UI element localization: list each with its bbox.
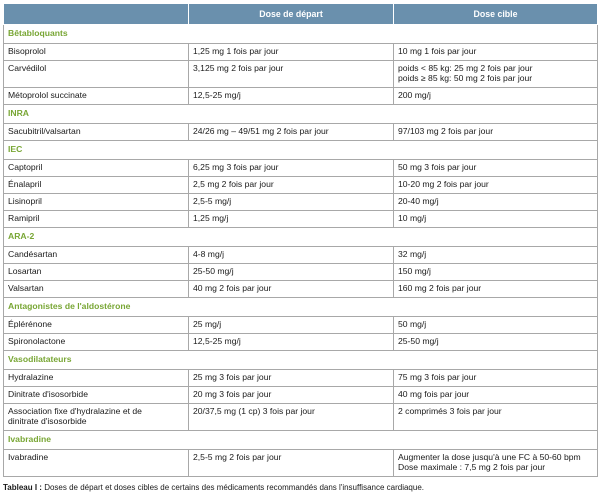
- cell-text: 12,5-25 mg/j: [193, 336, 241, 346]
- table-row: [4, 281, 598, 298]
- cell-text: 75 mg 3 fois par jour: [398, 372, 477, 382]
- cell-text: 2 comprimés 3 fois par jour: [398, 406, 502, 416]
- header-start-dose: Dose de départ: [189, 4, 394, 25]
- drug-cell: [4, 404, 189, 431]
- table-row: [4, 211, 598, 228]
- section-row: [4, 105, 598, 124]
- table-row: [4, 317, 598, 334]
- target-dose-cell: [394, 281, 598, 298]
- section-title: Vasodilatateurs: [4, 351, 598, 370]
- section-title: Antagonistes de l'aldostérone: [4, 298, 598, 317]
- cell-text: 25-50 mg/j: [193, 266, 234, 276]
- cell-text: Captopril: [8, 162, 43, 172]
- cell-text: 32 mg/j: [398, 249, 427, 259]
- cell-text: Éplérénone: [8, 319, 52, 329]
- start-dose-cell: [189, 124, 394, 141]
- dosage-table: [3, 3, 598, 477]
- section-title: IEC: [4, 141, 598, 160]
- section-row: [4, 25, 598, 44]
- drug-cell: [4, 450, 189, 477]
- cell-text: poids ≥ 85 kg: 50 mg 2 fois par jour: [398, 73, 533, 83]
- section-row: [4, 228, 598, 247]
- table-caption: [3, 483, 597, 492]
- start-dose-cell: [189, 404, 394, 431]
- cell-text: Énalapril: [8, 179, 42, 189]
- table-row: [4, 88, 598, 105]
- start-dose-cell: [189, 370, 394, 387]
- cell-text: 50 mg/j: [398, 319, 427, 329]
- cell-text: Spironolactone: [8, 336, 66, 346]
- cell-text: Lisinopril: [8, 196, 42, 206]
- cell-text: 150 mg/j: [398, 266, 431, 276]
- drug-cell: [4, 387, 189, 404]
- drug-cell: [4, 370, 189, 387]
- header-row: [4, 4, 598, 25]
- cell-text: 50 mg 3 fois par jour: [398, 162, 477, 172]
- target-dose-cell: [394, 194, 598, 211]
- cell-text: poids < 85 kg: 25 mg 2 fois par jour: [398, 63, 533, 73]
- cell-text: Bisoprolol: [8, 46, 46, 56]
- section-title: ARA-2: [4, 228, 598, 247]
- cell-text: 10-20 mg 2 fois par jour: [398, 179, 489, 189]
- cell-text: 10 mg 1 fois par jour: [398, 46, 477, 56]
- drug-cell: [4, 211, 189, 228]
- cell-text: 3,125 mg 2 fois par jour: [193, 63, 284, 73]
- cell-text: 10 mg/j: [398, 213, 427, 223]
- target-dose-cell: [394, 44, 598, 61]
- start-dose-cell: [189, 61, 394, 88]
- start-dose-cell: [189, 264, 394, 281]
- cell-text: 4-8 mg/j: [193, 249, 225, 259]
- cell-text: Valsartan: [8, 283, 44, 293]
- cell-text: Ramipril: [8, 213, 40, 223]
- section-row: [4, 298, 598, 317]
- cell-text: 2,5-5 mg 2 fois par jour: [193, 452, 282, 462]
- drug-cell: [4, 124, 189, 141]
- cell-text: Sacubitril/valsartan: [8, 126, 81, 136]
- start-dose-cell: [189, 160, 394, 177]
- drug-cell: [4, 160, 189, 177]
- section-row: [4, 351, 598, 370]
- section-title: Bêtabloquants: [4, 25, 598, 44]
- cell-text: 25 mg/j: [193, 319, 222, 329]
- table-row: [4, 61, 598, 88]
- table-row: [4, 264, 598, 281]
- target-dose-cell: [394, 317, 598, 334]
- cell-text: Augmenter la dose jusqu'à une FC à 50-60 bpm: [398, 452, 581, 462]
- cell-text: 40 mg fois par jour: [398, 389, 470, 399]
- cell-text: 97/103 mg 2 fois par jour: [398, 126, 494, 136]
- table-row: [4, 124, 598, 141]
- table-row: [4, 194, 598, 211]
- section-row: [4, 431, 598, 450]
- target-dose-cell: [394, 88, 598, 105]
- cell-text: 200 mg/j: [398, 90, 431, 100]
- cell-text: 1,25 mg/j: [193, 213, 229, 223]
- drug-cell: [4, 194, 189, 211]
- drug-cell: [4, 317, 189, 334]
- cell-text: 40 mg 2 fois par jour: [193, 283, 272, 293]
- table-row: [4, 450, 598, 477]
- start-dose-cell: [189, 450, 394, 477]
- cell-text: 20-40 mg/j: [398, 196, 439, 206]
- cell-text: 12,5-25 mg/j: [193, 90, 241, 100]
- drug-cell: [4, 44, 189, 61]
- drug-cell: [4, 61, 189, 88]
- cell-text: Métoprolol succinate: [8, 90, 87, 100]
- table-row: [4, 334, 598, 351]
- drug-cell: [4, 247, 189, 264]
- cell-text: Association fixe d'hydralazine et de: [8, 406, 142, 416]
- start-dose-cell: [189, 177, 394, 194]
- start-dose-cell: [189, 211, 394, 228]
- cell-text: dinitrate d'isosorbide: [8, 416, 87, 426]
- target-dose-cell: [394, 177, 598, 194]
- drug-cell: [4, 264, 189, 281]
- drug-cell: [4, 177, 189, 194]
- target-dose-cell: [394, 211, 598, 228]
- cell-text: Carvédilol: [8, 63, 47, 73]
- target-dose-cell: [394, 264, 598, 281]
- table-row: [4, 160, 598, 177]
- start-dose-cell: [189, 317, 394, 334]
- cell-text: Dose maximale : 7,5 mg 2 fois par jour: [398, 462, 546, 472]
- drug-cell: [4, 334, 189, 351]
- cell-text: 1,25 mg 1 fois par jour: [193, 46, 279, 56]
- table-body: [4, 25, 598, 477]
- start-dose-cell: [189, 387, 394, 404]
- start-dose-cell: [189, 247, 394, 264]
- cell-text: Losartan: [8, 266, 42, 276]
- target-dose-cell: [394, 404, 598, 431]
- target-dose-cell: [394, 124, 598, 141]
- start-dose-cell: [189, 88, 394, 105]
- cell-text: 2,5 mg 2 fois par jour: [193, 179, 274, 189]
- section-row: [4, 141, 598, 160]
- table-row: [4, 387, 598, 404]
- cell-text: 20/37,5 mg (1 cp) 3 fois par jour: [193, 406, 315, 416]
- cell-text: Candésartan: [8, 249, 58, 259]
- drug-cell: [4, 88, 189, 105]
- caption-label: Tableau I :: [3, 483, 42, 492]
- target-dose-cell: [394, 334, 598, 351]
- table-row: [4, 370, 598, 387]
- table-row: [4, 44, 598, 61]
- cell-text: Dinitrate d'isosorbide: [8, 389, 88, 399]
- target-dose-cell: [394, 450, 598, 477]
- cell-text: 2,5-5 mg/j: [193, 196, 232, 206]
- header-drug: [4, 4, 189, 25]
- cell-text: 25 mg 3 fois par jour: [193, 372, 272, 382]
- start-dose-cell: [189, 281, 394, 298]
- dosage-table-container: [3, 3, 597, 492]
- header-target-dose: Dose cible: [394, 4, 598, 25]
- cell-text: 20 mg 3 fois par jour: [193, 389, 272, 399]
- drug-cell: [4, 281, 189, 298]
- target-dose-cell: [394, 61, 598, 88]
- cell-text: 25-50 mg/j: [398, 336, 439, 346]
- cell-text: Ivabradine: [8, 452, 49, 462]
- cell-text: 6,25 mg 3 fois par jour: [193, 162, 279, 172]
- cell-text: 160 mg 2 fois par jour: [398, 283, 482, 293]
- table-row: [4, 177, 598, 194]
- caption-text: Doses de départ et doses cibles de certains des médicaments recommandés dans l'insuffisance cardiaque.: [41, 483, 424, 492]
- table-row: [4, 247, 598, 264]
- start-dose-cell: [189, 334, 394, 351]
- cell-text: Hydralazine: [8, 372, 54, 382]
- start-dose-cell: [189, 44, 394, 61]
- target-dose-cell: [394, 370, 598, 387]
- start-dose-cell: [189, 194, 394, 211]
- target-dose-cell: [394, 247, 598, 264]
- section-title: Ivabradine: [4, 431, 598, 450]
- section-title: INRA: [4, 105, 598, 124]
- cell-text: 24/26 mg – 49/51 mg 2 fois par jour: [193, 126, 329, 136]
- target-dose-cell: [394, 160, 598, 177]
- target-dose-cell: [394, 387, 598, 404]
- table-row: [4, 404, 598, 431]
